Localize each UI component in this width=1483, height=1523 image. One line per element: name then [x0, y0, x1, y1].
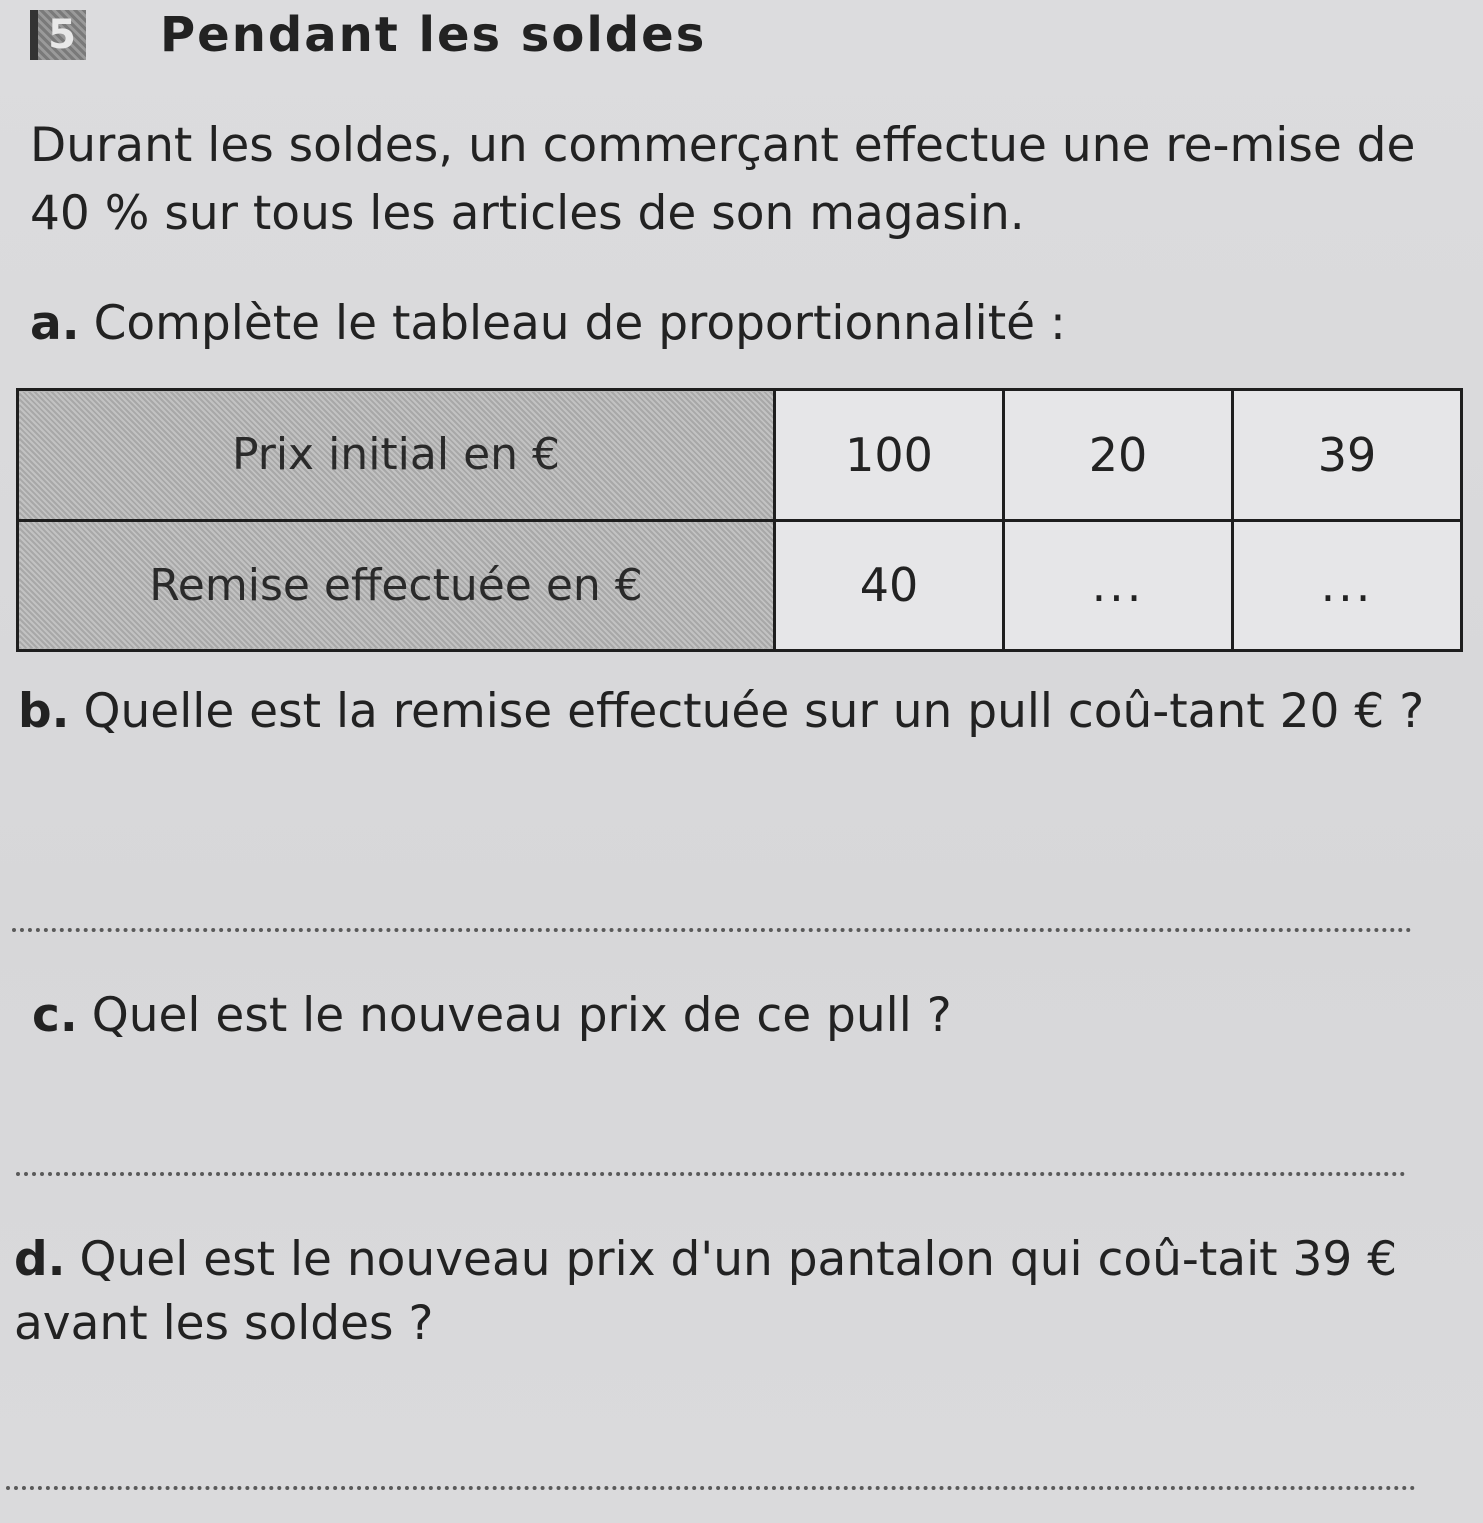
exercise-number-badge: 5 — [30, 10, 86, 60]
question-d-letter: d. — [14, 1232, 66, 1287]
exercise-intro-text: Durant les soldes, un commerçant effectue une re-mise de 40 % sur tous les articles de son magasin. — [30, 118, 1416, 241]
question-b — [18, 680, 1438, 744]
question-d-text: Quel est le nouveau prix d'un pantalon qui coû-tait 39 € avant les soldes ? — [14, 1232, 1398, 1351]
cell-prix-100: 100 — [775, 390, 1004, 521]
table-row-remise — [18, 520, 1462, 651]
question-c-letter: c. — [32, 988, 78, 1043]
question-d — [14, 1228, 1454, 1356]
answer-line-d[interactable] — [6, 1486, 1416, 1490]
row-header-remise: Remise effectuée en € — [18, 520, 775, 651]
question-b-text: Quelle est la remise effectuée sur un pull coû-tant 20 € ? — [83, 684, 1425, 739]
cell-remise-blank-39[interactable]: ... — [1233, 520, 1462, 651]
cell-prix-20: 20 — [1004, 390, 1233, 521]
cell-remise-blank-20[interactable]: ... — [1004, 520, 1233, 651]
row-header-prix-initial: Prix initial en € — [18, 390, 775, 521]
question-b-letter: b. — [18, 684, 70, 739]
question-c-text: Quel est le nouveau prix de ce pull ? — [91, 988, 952, 1043]
cell-remise-40: 40 — [775, 520, 1004, 651]
question-a — [30, 292, 1066, 356]
answer-line-b[interactable] — [12, 928, 1412, 932]
exercise-title: Pendant les soldes — [160, 7, 707, 63]
exercise-header — [30, 6, 706, 64]
table-row-prix-initial — [18, 390, 1462, 521]
proportionality-table — [16, 388, 1463, 652]
answer-line-c[interactable] — [16, 1172, 1406, 1176]
cell-prix-39: 39 — [1233, 390, 1462, 521]
question-c — [32, 984, 952, 1048]
question-a-text: Complète le tableau de proportionnalité : — [93, 296, 1066, 351]
question-a-letter: a. — [30, 296, 80, 351]
